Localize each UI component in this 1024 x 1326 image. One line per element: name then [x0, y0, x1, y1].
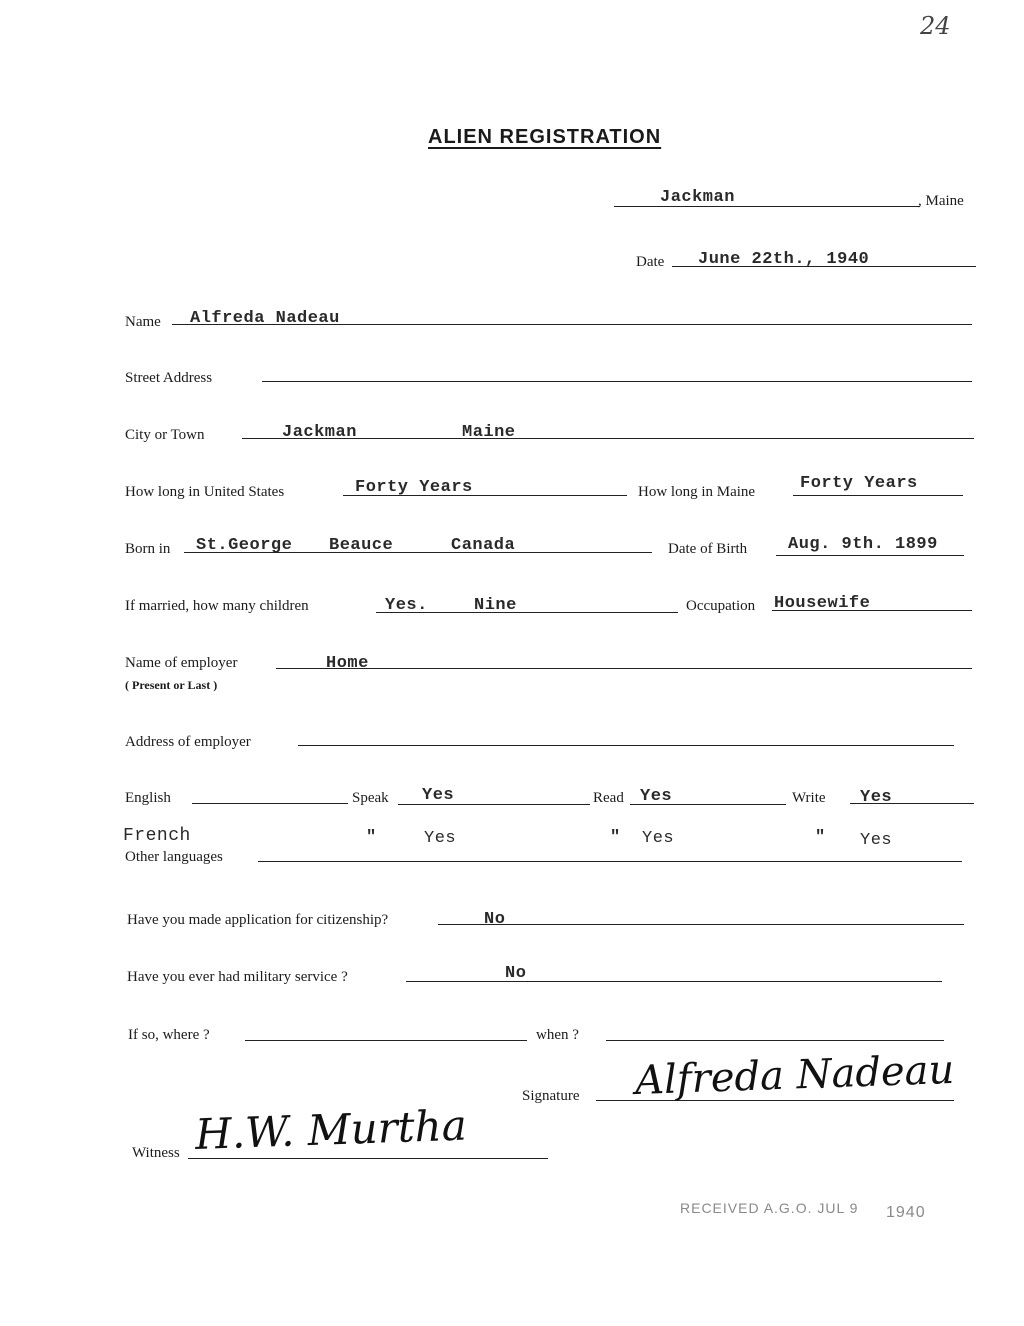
french-speak-ditto: " [366, 828, 377, 847]
french-write-ditto: " [815, 828, 826, 847]
date-of-birth-line [776, 555, 964, 556]
citizenship-label: Have you made application for citizenship? [127, 912, 389, 928]
signature-handwriting: Alfreda Nadeau [634, 1046, 955, 1104]
date-value: June 22th., 1940 [698, 250, 870, 269]
signature-label: Signature [522, 1088, 580, 1104]
employer-sublabel: ( Present or Last ) [125, 678, 218, 692]
date-label: Date [636, 254, 665, 270]
if-so-where-line [245, 1040, 527, 1041]
employer-address-label: Address of employer [125, 734, 251, 750]
received-stamp: RECEIVED A.G.O. JUL 9 [680, 1200, 859, 1216]
city-label: City or Town [125, 427, 205, 443]
other-languages-label: Other languages [125, 849, 223, 865]
french-read-ditto: " [610, 828, 621, 847]
name-label: Name [125, 314, 161, 330]
street-address-line [262, 381, 972, 382]
place-town: Jackman [660, 188, 735, 207]
children-label: If married, how many children [125, 598, 309, 614]
how-long-maine-label: How long in Maine [638, 484, 756, 500]
if-so-when-line [606, 1040, 944, 1041]
employer-line [276, 668, 972, 669]
city-value: Jackman [282, 423, 357, 442]
if-so-where-label: If so, where ? [128, 1027, 210, 1043]
form-title: ALIEN REGISTRATION [428, 126, 662, 148]
date-of-birth-label: Date of Birth [668, 541, 748, 557]
military-value: No [505, 964, 527, 983]
other-languages-line [258, 861, 962, 862]
english-write-label: Write [792, 790, 826, 806]
occupation-value: Housewife [774, 594, 871, 613]
witness-line [188, 1158, 548, 1159]
children-married: Yes. [385, 596, 428, 615]
french-write-value: Yes [860, 831, 893, 850]
citizenship-line [438, 924, 964, 925]
date-of-birth-value: Aug. 9th. 1899 [788, 535, 938, 554]
english-write-value: Yes [860, 788, 893, 807]
how-long-maine-line [793, 495, 963, 496]
employer-label: Name of employer [125, 655, 238, 671]
born-in-county: Beauce [329, 536, 394, 555]
witness-handwriting: H.W. Murtha [194, 1100, 468, 1159]
english-read-label: Read [593, 790, 624, 806]
page-number: 24 [920, 12, 951, 40]
name-value: Alfreda Nadeau [190, 309, 340, 328]
english-speak-value: Yes [422, 786, 455, 805]
born-in-country: Canada [451, 536, 516, 555]
occupation-label: Occupation [686, 598, 756, 614]
witness-label: Witness [132, 1145, 180, 1161]
military-label: Have you ever had military service ? [127, 969, 348, 985]
english-speak-label: Speak [352, 790, 389, 806]
french-speak-value: Yes [424, 829, 457, 848]
employer-address-line [298, 745, 954, 746]
how-long-us-label: How long in United States [125, 484, 285, 500]
employer-value: Home [326, 654, 369, 673]
city-state-value: Maine [462, 423, 516, 442]
born-in-label: Born in [125, 541, 171, 557]
citizenship-value: No [484, 910, 506, 929]
how-long-maine-value: Forty Years [800, 474, 918, 493]
how-long-us-value: Forty Years [355, 478, 473, 497]
french-read-value: Yes [642, 829, 675, 848]
street-address-label: Street Address [125, 370, 213, 386]
children-count: Nine [474, 596, 517, 615]
received-stamp-year: 1940 [886, 1204, 926, 1221]
if-so-when-label: when ? [536, 1027, 579, 1043]
military-line [406, 981, 942, 982]
born-in-place: St.George [196, 536, 293, 555]
english-read-value: Yes [640, 787, 673, 806]
french-label: French [123, 826, 191, 846]
english-label: English [125, 790, 171, 806]
place-state-label: , Maine [918, 193, 964, 209]
english-line [192, 803, 348, 804]
